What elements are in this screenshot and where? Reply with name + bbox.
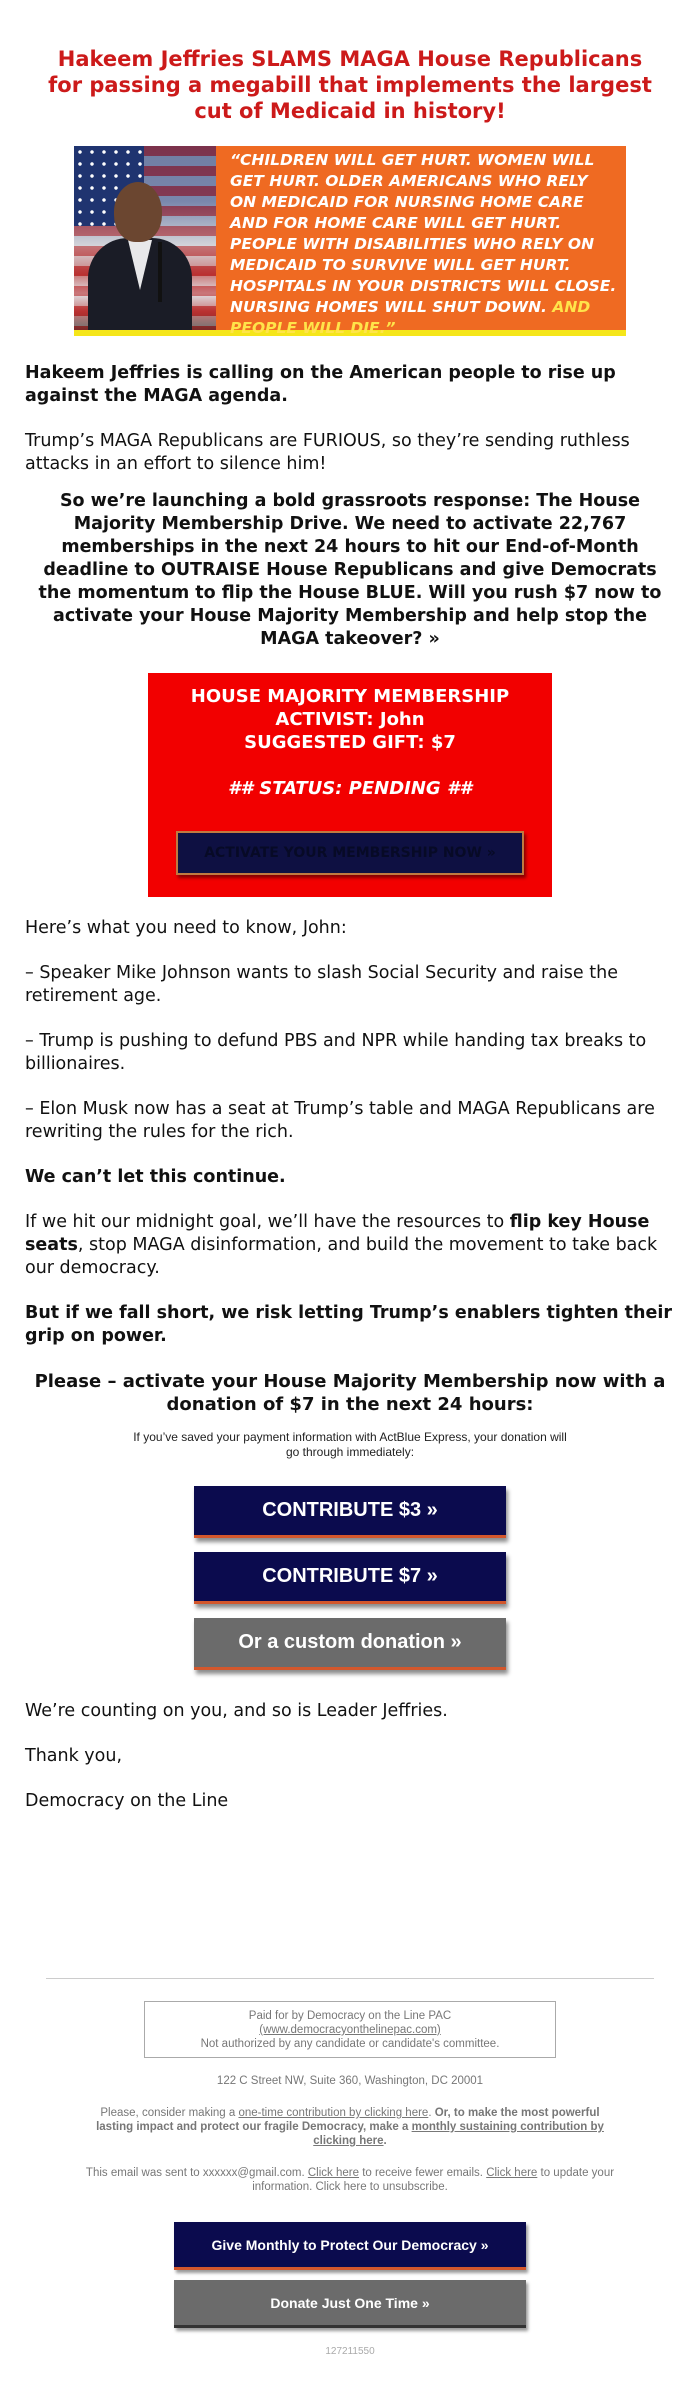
speaker-photo	[74, 146, 216, 330]
donation-buttons	[25, 1486, 675, 1670]
contribute-3-button[interactable]: CONTRIBUTE $3 »	[194, 1486, 506, 1538]
hero-quote-main: “CHILDREN WILL GET HURT. WOMEN WILL GET HURT. OLDER AMERICANS WHO RELY ON MEDICAID FOR NURSING HOME CARE AND FOR HOME CARE WILL GET HURT. PEOPLE WITH DISABILITIES WHO RELY ON MEDICAID TO SURVIVE WILL GET HURT. HOSPITALS IN YOUR DISTRICTS WILL CLOSE. NURSING HOMES WILL SHUT DOWN.	[230, 151, 617, 316]
email-id: 127211550	[325, 2346, 375, 2357]
consider-bold-text: Or, to make the most powerful lasting impact and protect our fragile Democracy, make a	[96, 2107, 600, 2133]
speaker-head-graphic	[114, 182, 162, 242]
one-time-contribution-link[interactable]: one-time contribution by clicking here	[238, 2107, 429, 2119]
custom-donation-button[interactable]: Or a custom donation »	[194, 1618, 506, 1670]
hero-banner[interactable]	[74, 146, 626, 336]
paid-for-text: Paid for by Democracy on the Line PAC	[248, 2010, 452, 2022]
donate-once-button[interactable]: Donate Just One Time »	[174, 2280, 526, 2328]
spacer	[25, 1813, 675, 1978]
please-activate-paragraph: Please – activate your House Majority Membership now with a donation of $7 in the next 24 hours:	[34, 1371, 666, 1415]
membership-activist: ACTIVIST: John	[275, 709, 425, 730]
address: 122 C Street NW, Suite 360, Washington, DC 20001	[216, 2075, 484, 2087]
fewer-emails-link[interactable]: Click here	[307, 2167, 359, 2179]
membership-card[interactable]	[148, 673, 552, 897]
hero-quote-highlight: AND PEOPLE WILL DIE.”	[230, 298, 591, 337]
counting-on-you: We’re counting on you, and so is Leader Jeffries.	[25, 1701, 448, 1721]
signature: Democracy on the Line	[25, 1791, 229, 1811]
give-monthly-button[interactable]: Give Monthly to Protect Our Democracy »	[174, 2222, 526, 2270]
contribute-7-button[interactable]: CONTRIBUTE $7 »	[194, 1552, 506, 1604]
not-authorized-text: Not authorized by any candidate or candidate's committee.	[200, 2038, 500, 2050]
midnight-text-a: If we hit our midnight goal, we’ll have the resources to	[25, 1212, 510, 1232]
fall-short-paragraph: But if we fall short, we risk letting Trump’s enablers tighten their grip on power.	[25, 1303, 672, 1346]
paid-for-box	[144, 2001, 556, 2058]
consider-paragraph	[25, 2106, 675, 2148]
membership-status: ## STATUS: PENDING ##	[227, 778, 473, 799]
actblue-notice: If you’ve saved your payment information with ActBlue Express, your donation will go through immediately:	[133, 1430, 567, 1459]
email-text-c: to update your information. Click here to unsubscribe.	[252, 2167, 615, 2193]
cant-let-continue: We can’t let this continue.	[25, 1167, 286, 1187]
midnight-text-bold: flip key House seats	[25, 1212, 650, 1255]
consider-end-text: .	[383, 2135, 387, 2147]
membership-title: HOUSE MAJORITY MEMBERSHIP	[190, 686, 510, 707]
monthly-contribution-link[interactable]: monthly sustaining contribution by clicking here	[313, 2121, 604, 2147]
email-text-a: This email was sent to xxxxxx@gmail.com.	[85, 2167, 308, 2179]
email-text-b: to receive fewer emails.	[359, 2167, 487, 2179]
furious-paragraph: Trump’s MAGA Republicans are FURIOUS, so they’re sending ruthless attacks in an effort to silence him!	[25, 431, 630, 474]
membership-drive-text[interactable]: So we’re launching a bold grassroots response: The House Majority Membership Drive. We need to activate 22,767 memberships in the next 24 hours to hit our End-of-Month deadline to OUTRAISE House Republicans and give Democrats the momentum to flip the House BLUE. Will you rush $7 now to activate your House Majority Membership and help stop the MAGA takeover? »	[38, 491, 662, 649]
membership-suggested-gift: SUGGESTED GIFT: $7	[244, 732, 456, 753]
midnight-text-c: , stop MAGA disinformation, and build the movement to take back our democracy.	[25, 1235, 658, 1278]
midnight-goal-paragraph	[25, 1211, 675, 1280]
headline: Hakeem Jeffries SLAMS MAGA House Republicans for passing a megabill that implements the largest cut of Medicaid in history!	[48, 47, 652, 123]
email-notice	[25, 2166, 675, 2194]
details-intro: Here’s what you need to know, John:	[25, 918, 347, 938]
thank-you: Thank you,	[25, 1746, 123, 1766]
microphone-icon	[158, 242, 162, 302]
intro-paragraph: Hakeem Jeffries is calling on the American people to rise up against the MAGA agenda.	[25, 363, 616, 406]
website-link[interactable]: (www.democracyonthelinepac.com)	[259, 2024, 441, 2036]
membership-drive-paragraph[interactable]	[25, 490, 675, 651]
consider-text-a: Please, consider making a	[100, 2107, 239, 2119]
bullet-social-security: – Speaker Mike Johnson wants to slash Social Security and raise the retirement age.	[25, 963, 618, 1006]
footer-buttons	[25, 2222, 675, 2328]
update-info-link[interactable]: Click here	[486, 2167, 538, 2179]
consider-text-b: .	[428, 2107, 435, 2119]
bullet-elon-musk: – Elon Musk now has a seat at Trump’s table and MAGA Republicans are rewriting the rules for the rich.	[25, 1099, 655, 1142]
bullet-pbs-npr: – Trump is pushing to defund PBS and NPR while handing tax breaks to billionaires.	[25, 1031, 647, 1074]
footer-divider	[46, 1978, 654, 1979]
hero-quote	[216, 146, 626, 337]
activate-membership-button[interactable]: ACTIVATE YOUR MEMBERSHIP NOW »	[176, 831, 524, 875]
